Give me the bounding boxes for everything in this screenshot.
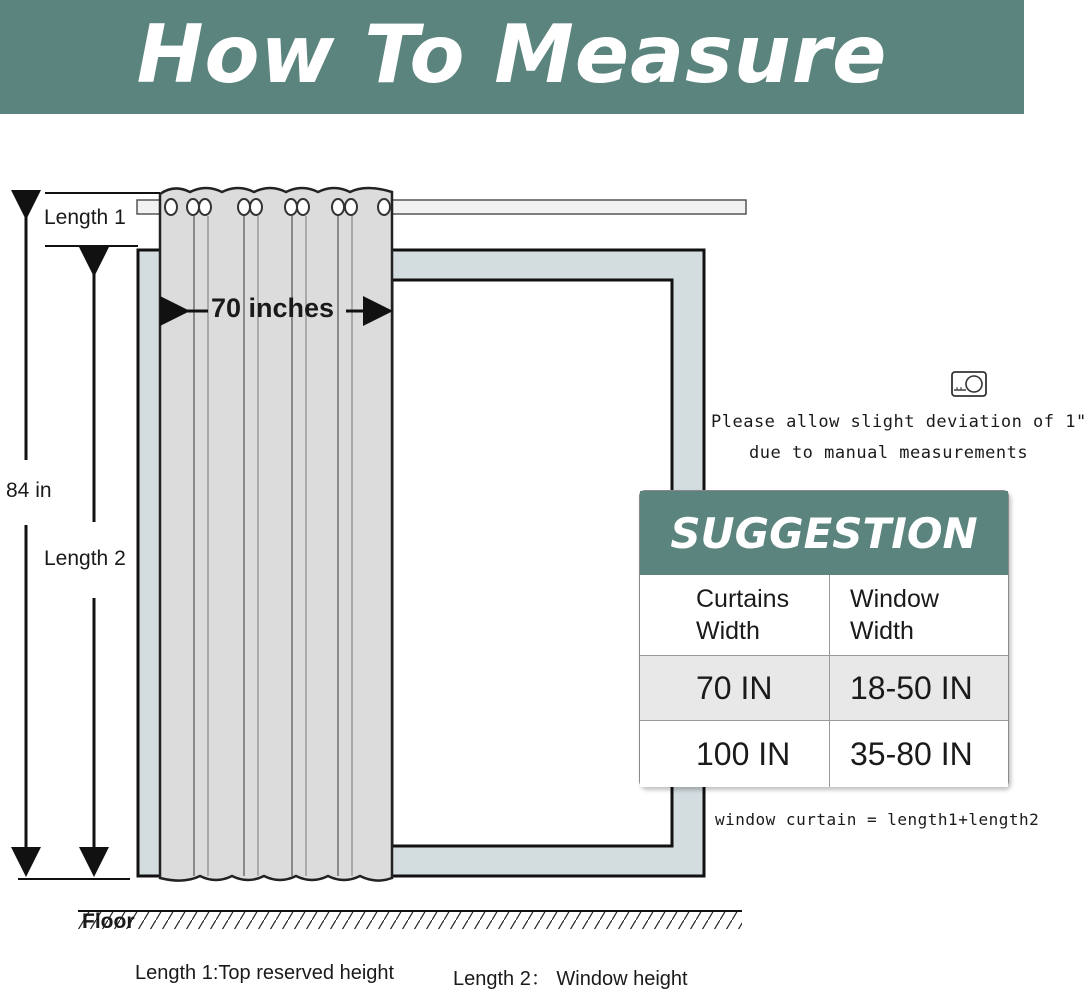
header-window-width: Window Width <box>850 585 939 645</box>
formula-note: window curtain = length1+length2 <box>715 810 1040 829</box>
total-height-label: 84 in <box>6 479 52 502</box>
floor-line <box>78 911 742 929</box>
legend-length2: Length 2： Window height <box>453 968 688 990</box>
table-row <box>640 655 1008 720</box>
floor-label: Floor <box>82 910 135 933</box>
header-curtains-width: Curtains Width <box>640 575 830 655</box>
table-cell: 100 IN <box>640 721 830 787</box>
table-row <box>640 720 1008 787</box>
legend-length1: Length 1:Top reserved height <box>135 962 395 984</box>
length1-label: Length 1 <box>44 206 126 229</box>
table-cell: 70 IN <box>640 656 830 720</box>
length2-label: Length 2 <box>44 547 126 570</box>
page-title: How To Measure <box>136 8 888 101</box>
table-cell: 18-50 IN <box>850 669 973 706</box>
table-cell: 35-80 IN <box>850 735 973 772</box>
curtain-width-label: 70 inches <box>211 293 335 323</box>
table-header-row <box>640 575 1008 655</box>
deviation-note-line1: Please allow slight deviation of 1" <box>711 412 1087 432</box>
suggestion-title: SUGGESTION <box>640 491 1008 575</box>
suggestion-table <box>639 490 1009 787</box>
tape-measure-icon <box>952 372 986 396</box>
deviation-note-line2: due to manual measurements <box>749 443 1029 463</box>
curtain-panel <box>160 188 392 881</box>
